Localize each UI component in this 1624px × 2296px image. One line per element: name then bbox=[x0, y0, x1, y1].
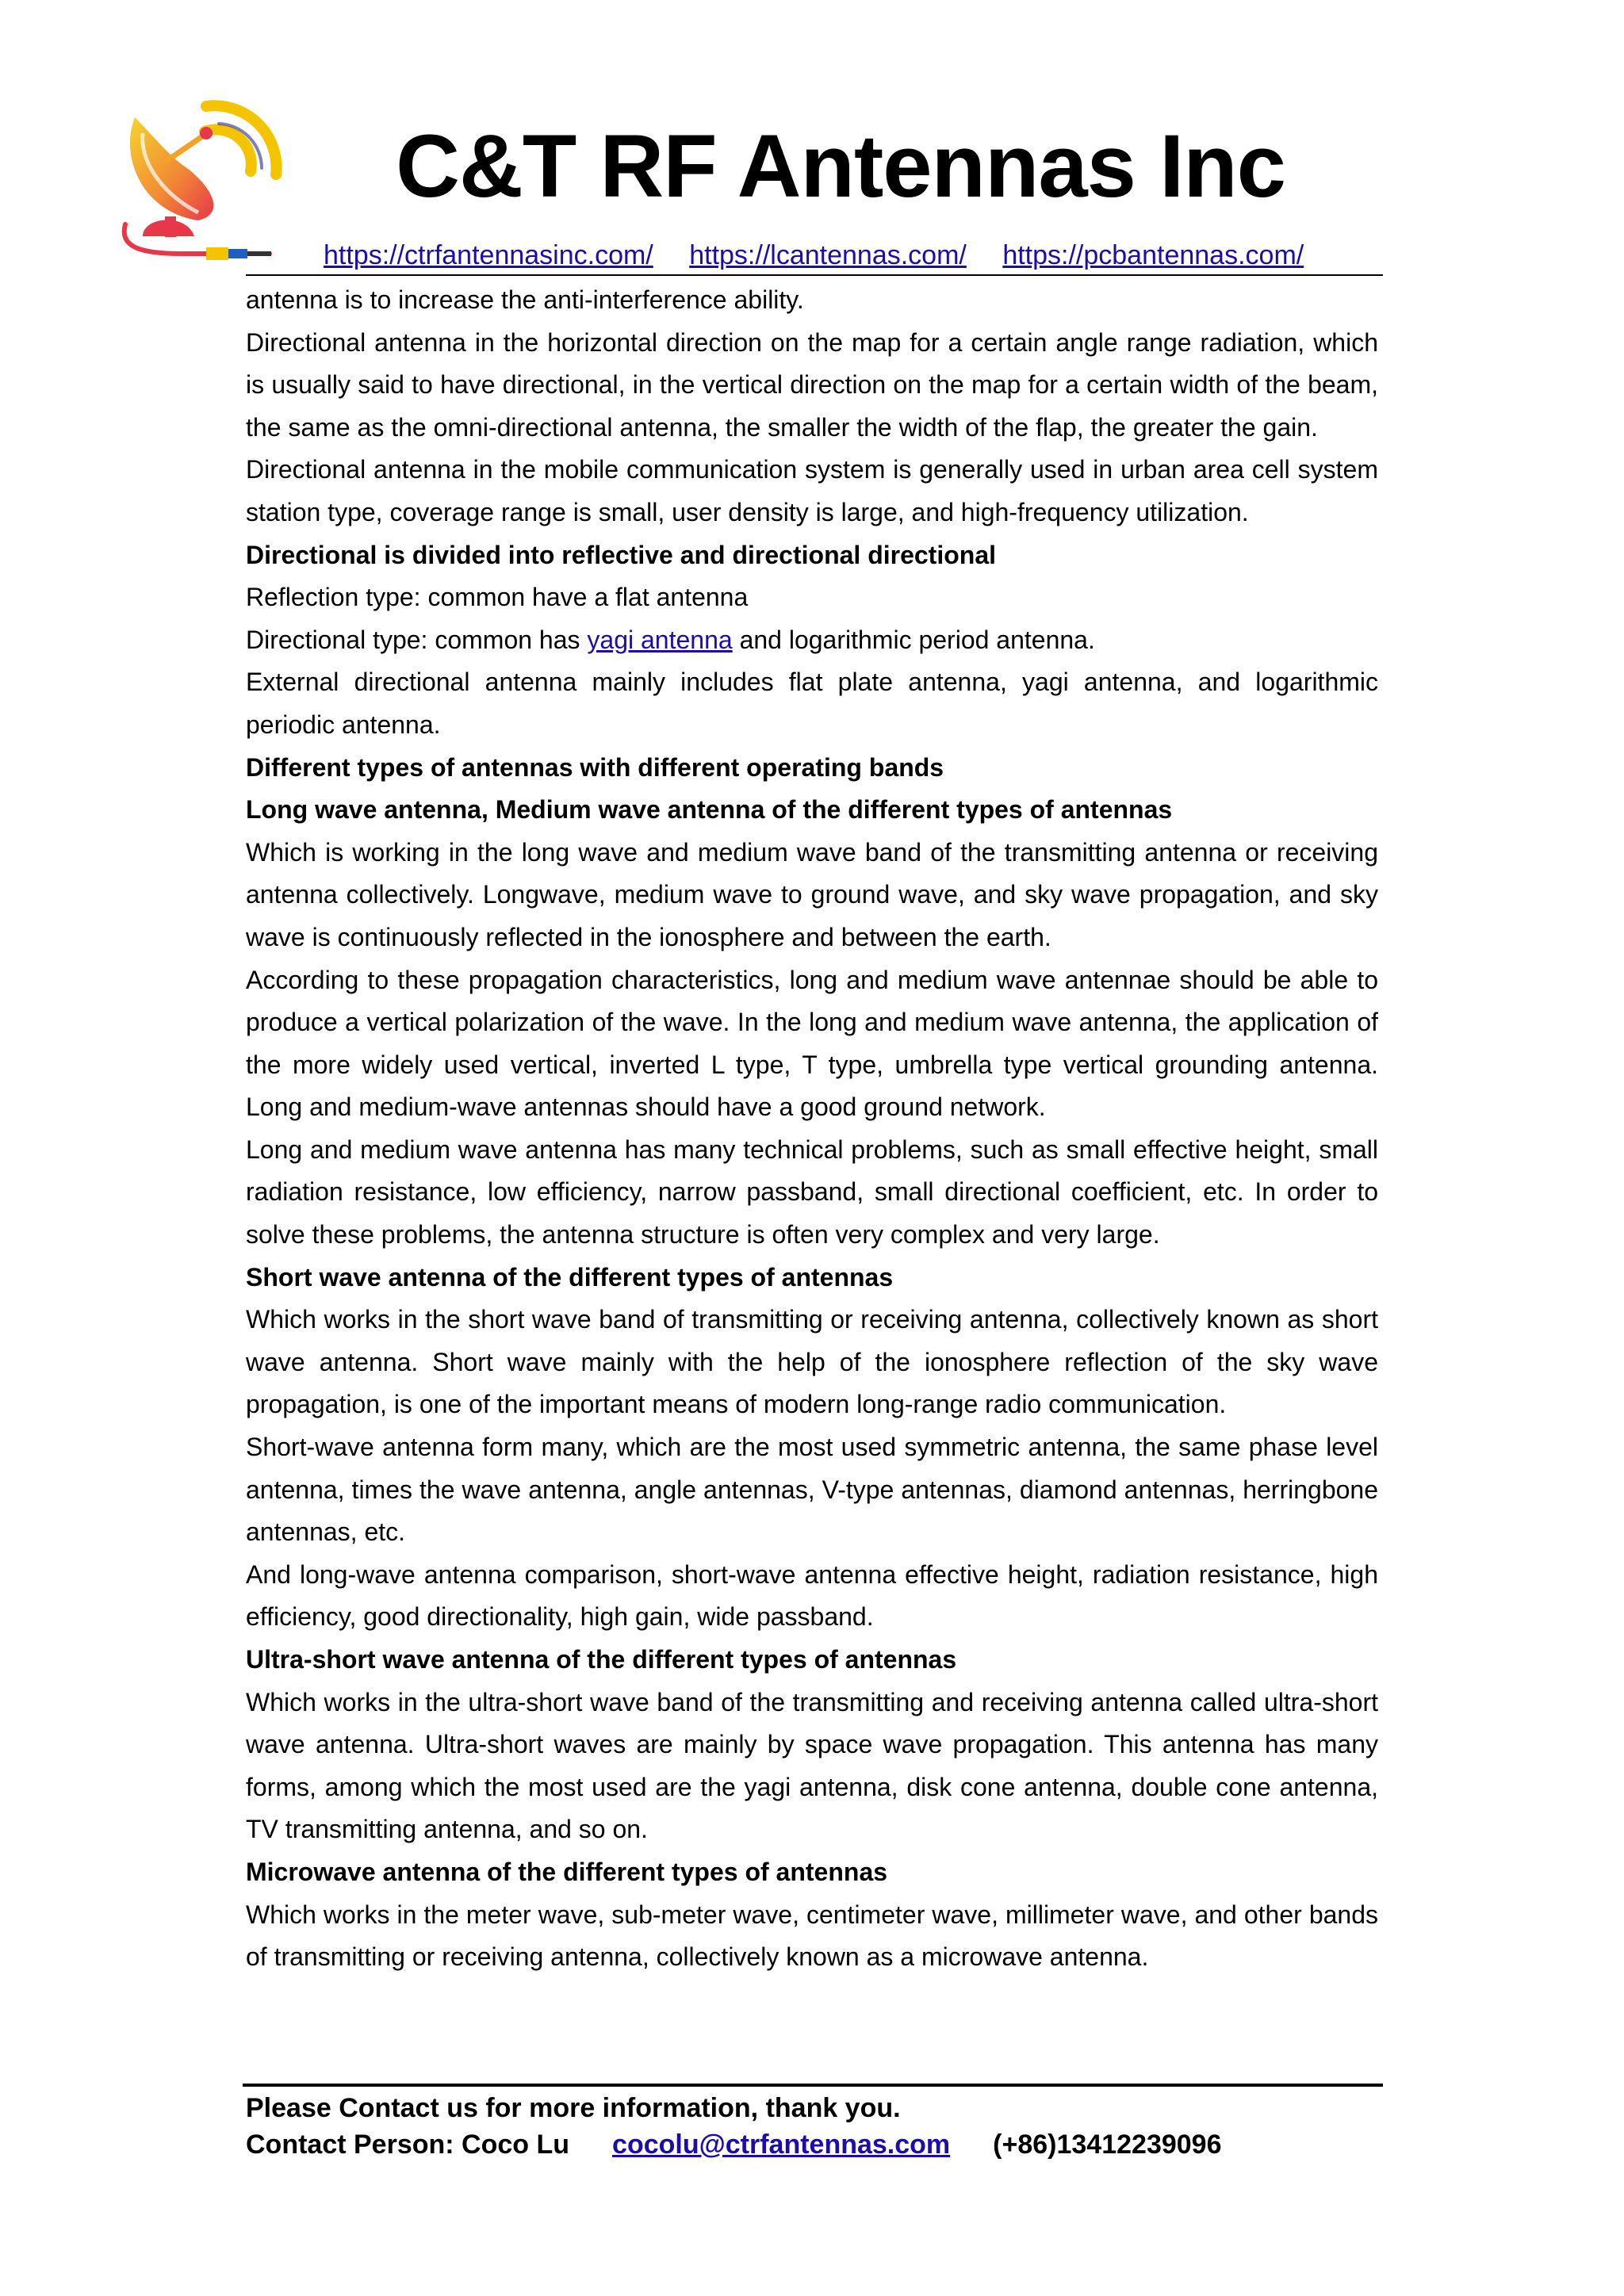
section-heading: Short wave antenna of the different types of antennas bbox=[246, 1262, 894, 1292]
paragraph: Reflection type: common have a flat antenna bbox=[246, 583, 749, 612]
paragraph: Which works in the ultra-short wave band of the transmitting and receiving antenna called ultra-short wave antenna. Ultra-short waves are mainly by space wave propagation. This antenna has many forms, among which the most used are the yagi antenna, disk cone antenna, double cone antenna, TV transmitting antenna, and so on. bbox=[246, 1687, 1378, 1844]
contact-line: Please Contact us for more information, thank you. bbox=[246, 2093, 901, 2123]
paragraph: External directional antenna mainly includes flat plate antenna, yagi antenna, and logarithmic periodic antenna. bbox=[246, 668, 1378, 739]
contact-phone: (+86)13412239096 bbox=[993, 2130, 1222, 2160]
paragraph: And long-wave antenna comparison, short-wave antenna effective height, radiation resistance, high efficiency, good directionality, high gain, wide passband. bbox=[246, 1559, 1378, 1632]
section-heading: Long wave antenna, Medium wave antenna of the different types of antennas bbox=[246, 795, 1173, 825]
paragraph: Long and medium wave antenna has many technical problems, such as small effective height, small radiation resistance, low efficiency, narrow passband, small directional coefficient, etc. In order to solve these problems, the antenna structure is often very complex and very large. bbox=[246, 1135, 1378, 1249]
paragraph: Directional antenna in the mobile communication system is generally used in urban area cell system station type, coverage range is small, user density is large, and high-frequency utilization. bbox=[246, 455, 1378, 526]
link-pcbantennas[interactable]: https://pcbantennas.com/ bbox=[1002, 240, 1304, 270]
contact-email-link[interactable]: cocolu@ctrfantennas.com bbox=[612, 2130, 951, 2160]
text-span: Directional type: common has bbox=[246, 625, 588, 654]
paragraph: Which is working in the long wave and medium wave band of the transmitting antenna or receiving antenna collectively. Longwave, medium wave to ground wave, and sky wave propagation, and sky wave is continuously reflected in the ionosphere and between the earth. bbox=[246, 837, 1378, 951]
section-heading: Directional is divided into reflective and directional directional bbox=[246, 540, 996, 569]
article-body bbox=[246, 279, 1378, 1979]
paragraph: Which works in the meter wave, sub-meter wave, centimeter wave, millimeter wave, and other bands of transmitting or receiving antenna, collectively known as a microwave antenna. bbox=[246, 1900, 1378, 1972]
paragraph: Directional antenna in the horizontal direction on the map for a certain angle range radiation, which is usually said to have directional, in the vertical direction on the map for a certain width of the beam, the same as the omni-directional antenna, the smaller the width of the flap, the greater the gain. bbox=[246, 327, 1378, 442]
header-links bbox=[324, 239, 1332, 271]
paragraph: Short-wave antenna form many, which are the most used symmetric antenna, the same phase level antenna, times the wave antenna, angle antennas, V-type antennas, diamond antennas, herringbone antennas, etc. bbox=[246, 1433, 1378, 1547]
contact-person: Contact Person: Coco Lu bbox=[246, 2130, 570, 2160]
link-ctrfantennasinc[interactable]: https://ctrfantennasinc.com/ bbox=[324, 240, 653, 270]
company-logo-satellite-dish-icon bbox=[111, 86, 301, 281]
paragraph: According to these propagation characteristics, long and medium wave antennae should be able to produce a vertical polarization of the wave. In the long and medium wave antenna, the application of the more widely used vertical, inverted L type, T type, umbrella type vertical grounding antenna. Long and medium-wave antennas should have a good ground network. bbox=[246, 965, 1378, 1122]
text-span: and logarithmic period antenna. bbox=[732, 625, 1095, 654]
link-lcantennas[interactable]: https://lcantennas.com/ bbox=[689, 240, 967, 270]
section-heading: Ultra-short wave antenna of the different types of antennas bbox=[246, 1645, 957, 1674]
section-heading: Different types of antennas with different operating bands bbox=[246, 752, 944, 782]
paragraph: Which works in the short wave band of transmitting or receiving antenna, collectively known as short wave antenna. Short wave mainly with the help of the ionosphere reflection of the sky wave propagation, is one of the important means of modern long-range radio communication. bbox=[246, 1305, 1378, 1419]
paragraph-with-link bbox=[246, 619, 1378, 662]
paragraph: antenna is to increase the anti-interference ability. bbox=[246, 285, 804, 314]
company-title: C&T RF Antennas Inc bbox=[396, 117, 1285, 216]
header-divider bbox=[246, 274, 1383, 276]
yagi-antenna-link[interactable]: yagi antenna bbox=[587, 625, 733, 654]
section-heading: Microwave antenna of the different types of antennas bbox=[246, 1857, 888, 1886]
footer-divider bbox=[243, 2084, 1383, 2087]
footer-contact bbox=[246, 2090, 1378, 2163]
contact-details bbox=[246, 2126, 1378, 2163]
